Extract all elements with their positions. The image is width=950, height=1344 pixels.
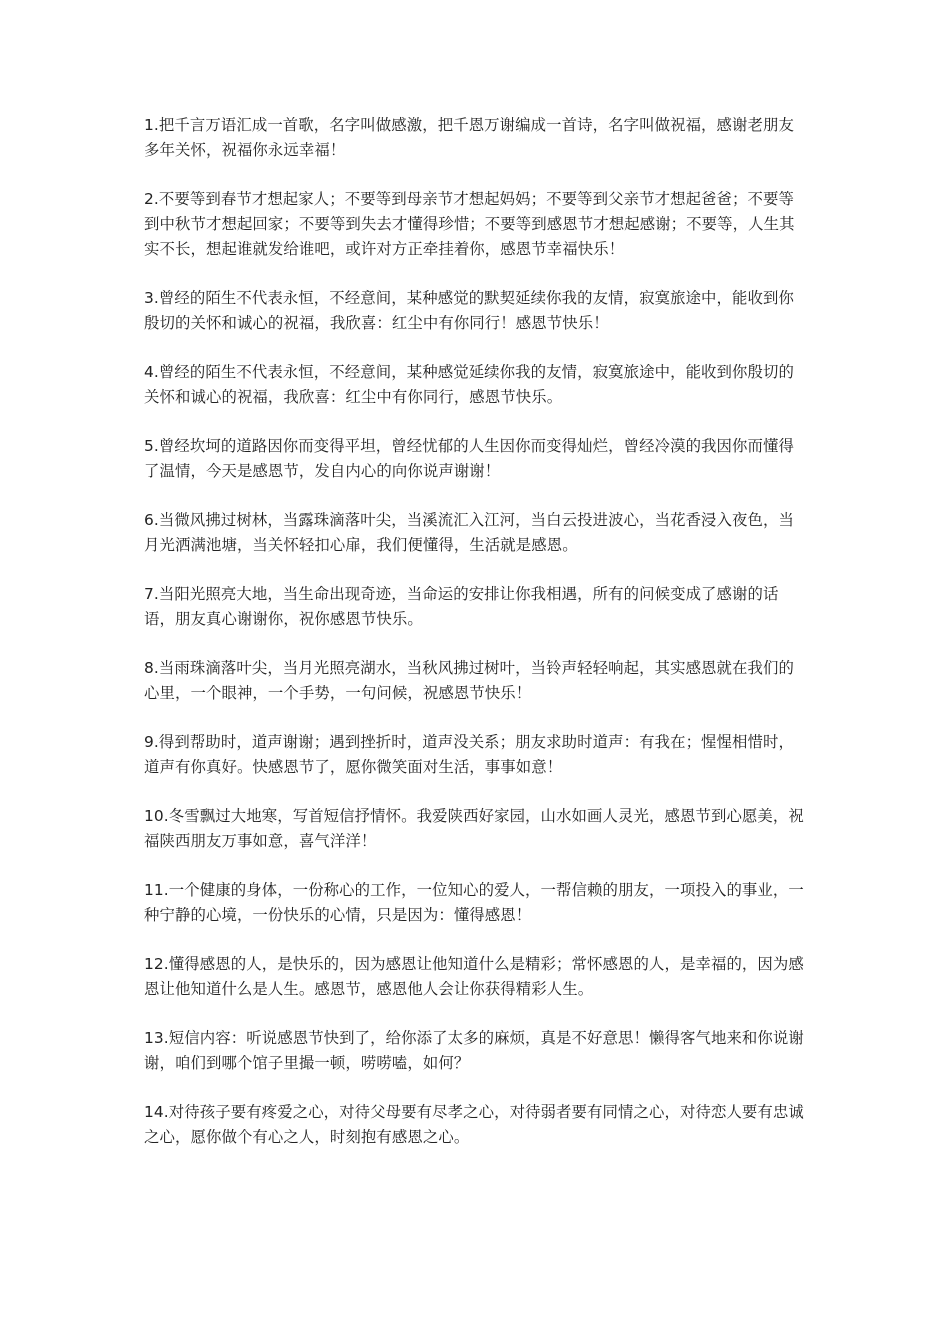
paragraph-3: 3.曾经的陌生不代表永恒，不经意间，某种感觉的默契延续你我的友情，寂寞旅途中，能收到你殷切的关怀和诚心的祝福，我欣喜：红尘中有你同行！感恩节快乐！ — [144, 289, 795, 332]
paragraph-2: 2.不要等到春节才想起家人；不要等到母亲节才想起妈妈；不要等到父亲节才想起爸爸；不要等到中秋节才想起回家；不要等到失去才懂得珍惜；不要等到感恩节才想起感谢；不要等，人生其实不长，想起谁就发给谁吧，或许对方正牵挂着你，感恩节幸福快乐！ — [144, 190, 795, 258]
paragraph-9: 9.得到帮助时，道声谢谢；遇到挫折时，道声没关系；朋友求助时道声：有我在；惺惺相惜时，道声有你真好。快感恩节了，愿你微笑面对生活，事事如意！ — [144, 733, 795, 776]
paragraph-5: 5.曾经坎坷的道路因你而变得平坦，曾经忧郁的人生因你而变得灿烂，曾经冷漠的我因你而懂得了温情，今天是感恩节，发自内心的向你说声谢谢！ — [144, 437, 795, 480]
paragraph-1: 1.把千言万语汇成一首歌，名字叫做感激，把千恩万谢编成一首诗，名字叫做祝福，感谢老朋友多年关怀，祝福你永远幸福！ — [144, 116, 795, 159]
paragraph-13: 13.短信内容：听说感恩节快到了，给你添了太多的麻烦，真是不好意思！懒得客气地来和你说谢谢，咱们到哪个馆子里撮一顿，唠唠嗑，如何？ — [144, 1029, 804, 1072]
paragraph-4: 4.曾经的陌生不代表永恒，不经意间，某种感觉延续你我的友情，寂寞旅途中，能收到你殷切的关怀和诚心的祝福，我欣喜：红尘中有你同行，感恩节快乐。 — [144, 363, 795, 406]
paragraph-10: 10.冬雪飘过大地寒，写首短信抒情怀。我爱陕西好家园，山水如画人灵光，感恩节到心愿美，祝福陕西朋友万事如意，喜气洋洋！ — [144, 807, 804, 850]
paragraph-11: 11.一个健康的身体，一份称心的工作，一位知心的爱人，一帮信赖的朋友，一项投入的事业，一种宁静的心境，一份快乐的心情，只是因为：懂得感恩！ — [144, 881, 804, 924]
paragraph-14: 14.对待孩子要有疼爱之心，对待父母要有尽孝之心，对待弱者要有同情之心，对待恋人要有忠诚之心，愿你做个有心之人，时刻抱有感恩之心。 — [144, 1103, 804, 1146]
document-body — [144, 113, 808, 1174]
paragraph-6: 6.当微风拂过树林，当露珠滴落叶尖，当溪流汇入江河，当白云投进波心，当花香浸入夜色，当月光洒满池塘，当关怀轻扣心扉，我们便懂得，生活就是感恩。 — [144, 511, 795, 554]
paragraph-8: 8.当雨珠滴落叶尖，当月光照亮湖水，当秋风拂过树叶，当铃声轻轻响起，其实感恩就在我们的心里，一个眼神，一个手势，一句问候，祝感恩节快乐！ — [144, 659, 795, 702]
paragraph-7: 7.当阳光照亮大地，当生命出现奇迹，当命运的安排让你我相遇，所有的问候变成了感谢的话语，朋友真心谢谢你，祝你感恩节快乐。 — [144, 585, 779, 628]
paragraph-12: 12.懂得感恩的人，是快乐的，因为感恩让他知道什么是精彩；常怀感恩的人，是幸福的，因为感恩让他知道什么是人生。感恩节，感恩他人会让你获得精彩人生。 — [144, 955, 804, 998]
